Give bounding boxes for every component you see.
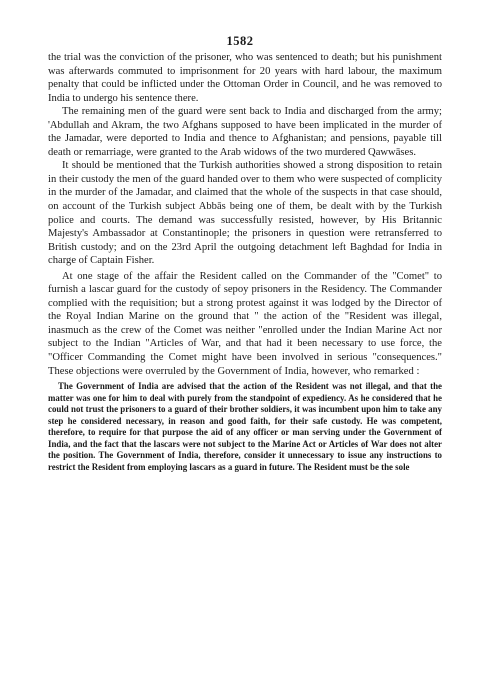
government-quote: The Government of India are advised that the action of the Resident was not illegal, and that the matter was one for him to deal with purely from the standpoint of expediency. As he considered that he could not trust the prisoners to a guard of their brother soldiers, it was incumbent upon him to take any step he considered necessary, in reason and good faith, for their safe custody. He was competent, therefore, to require for that purpose the aid of any officer or man serving under the Government of India, and the fact that the lascars were not subject to the Marine Act or Articles of War does not alter the position. The Government of India, therefore, consider it unnecessary to issue any instructions to restrict the Resident from employing lascars as a guard in future. The Resident must be the sole [48, 381, 442, 472]
paragraph-guard-discharged: The remaining men of the guard were sent back to India and discharged from the army; 'Abdullah and Akram, the two Afghans supposed to have been implicated in the murder of the Jamadar, were deported to India and thence to Afghanistan; and pensions, payable till death or remarriage, were granted to the Arab widows of the two murdered Qawwāses. [48, 106, 442, 158]
paragraph-turkish-authorities: It should be mentioned that the Turkish authorities showed a strong disposition to retain in their custody the men of the guard handed over to them who were suspected of complicity in the murder of the Jamadar, and claimed that the whole of the suspects in that case should, on account of the Turkish subject Abbās being one of them, be dealt with by the Turkish police and courts. The demand was successfully resisted, however, by His Britannic Majesty's Ambassador at Constantinople; the prisoners in question were retransferred to British custody; and on the 23rd April the outgoing detachment left Baghdad for India in charge of Captain Fisher. [48, 160, 442, 267]
paragraph-comet-lascar-guard: At one stage of the affair the Resident called on the Commander of the "Comet" to furnish a lascar guard for the custody of sepoy prisoners in the Residency. The Commander complied with the requisition; but a strong protest against it was lodged by the Director of the Royal Indian Marine on the ground that " the action of the "Resident was illegal, inasmuch as the crew of the Comet was neither "enrolled under the Indian Marine Act nor subject to the Indian "Articles of War, and that had it been necessary to use force, the "Officer Commanding the Comet might have been involved in serious "consequences." These objections were overruled by the Government of India, however, who remarked : [48, 270, 442, 377]
paragraph-trial-outcome: the trial was the conviction of the prisoner, who was sentenced to death; but his punishment was afterwards commuted to imprisonment for 20 years with hard labour, the maximum penalty that could be inflicted under the Ottoman Order in Council, and he was removed to India to undergo his sentence there. [48, 52, 442, 104]
body-text [48, 51, 442, 474]
page-number: 1582 [226, 34, 254, 48]
